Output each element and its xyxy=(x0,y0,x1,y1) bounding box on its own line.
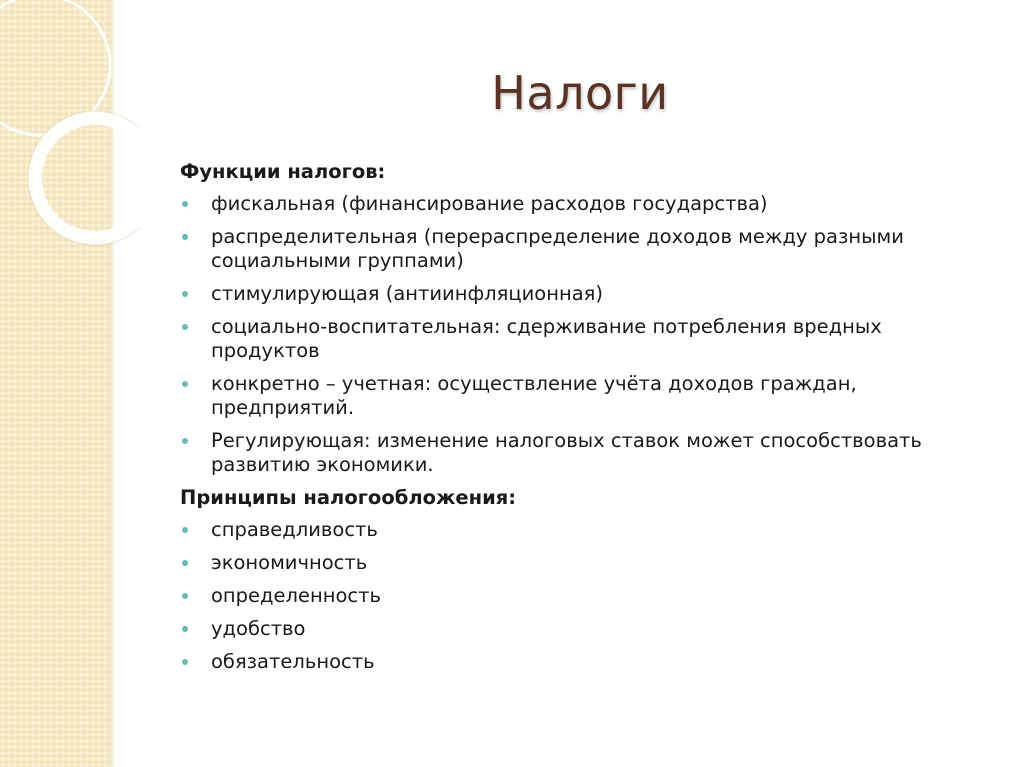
decorative-ring-small xyxy=(35,118,140,238)
bullet-icon xyxy=(182,560,188,566)
bullet-icon xyxy=(182,234,188,240)
bullet-icon xyxy=(182,626,188,632)
list-item xyxy=(180,372,980,420)
list-item-text: конкретно – учетная: осуществление учёта доходов граждан, предприятий. xyxy=(211,372,857,419)
list-item-text: справедливость xyxy=(211,518,378,541)
functions-list xyxy=(180,192,980,477)
list-item-text: обязательность xyxy=(211,650,375,673)
bullet-icon xyxy=(182,527,188,533)
list-item-text: Регулирующая: изменение налоговых ставок может способствовать развитию экономики. xyxy=(211,429,922,476)
principles-list xyxy=(180,518,980,674)
list-item-text: удобство xyxy=(211,617,306,640)
bullet-icon xyxy=(182,201,188,207)
list-item xyxy=(180,650,980,674)
list-item-text: определенность xyxy=(211,584,381,607)
list-item-text: стимулирующая (антиинфляционная) xyxy=(211,282,604,305)
list-item xyxy=(180,192,980,216)
bullet-icon xyxy=(182,324,188,330)
slide-content xyxy=(180,160,980,683)
bullet-icon xyxy=(182,381,188,387)
bullet-icon xyxy=(182,659,188,665)
list-item-text: экономичность xyxy=(211,551,368,574)
list-item xyxy=(180,429,980,477)
list-item-text: фискальная (финансирование расходов государства) xyxy=(211,192,768,215)
decorative-rings xyxy=(0,0,140,260)
slide-title: Налоги xyxy=(491,66,669,120)
section-heading-functions: Функции налогов: xyxy=(180,160,386,183)
bullet-icon xyxy=(182,438,188,444)
bullet-icon xyxy=(182,291,188,297)
bullet-icon xyxy=(182,593,188,599)
list-item xyxy=(180,518,980,542)
section-heading-principles: Принципы налогообложения: xyxy=(180,486,517,509)
list-item xyxy=(180,282,980,306)
list-item xyxy=(180,584,980,608)
list-item-text: социально-воспитательная: сдерживание потребления вредных продуктов xyxy=(211,315,882,362)
list-item xyxy=(180,225,980,273)
list-item-text: распределительная (перераспределение доходов между разными социальными группами) xyxy=(211,225,904,272)
list-item xyxy=(180,551,980,575)
list-item xyxy=(180,315,980,363)
list-item xyxy=(180,617,980,641)
